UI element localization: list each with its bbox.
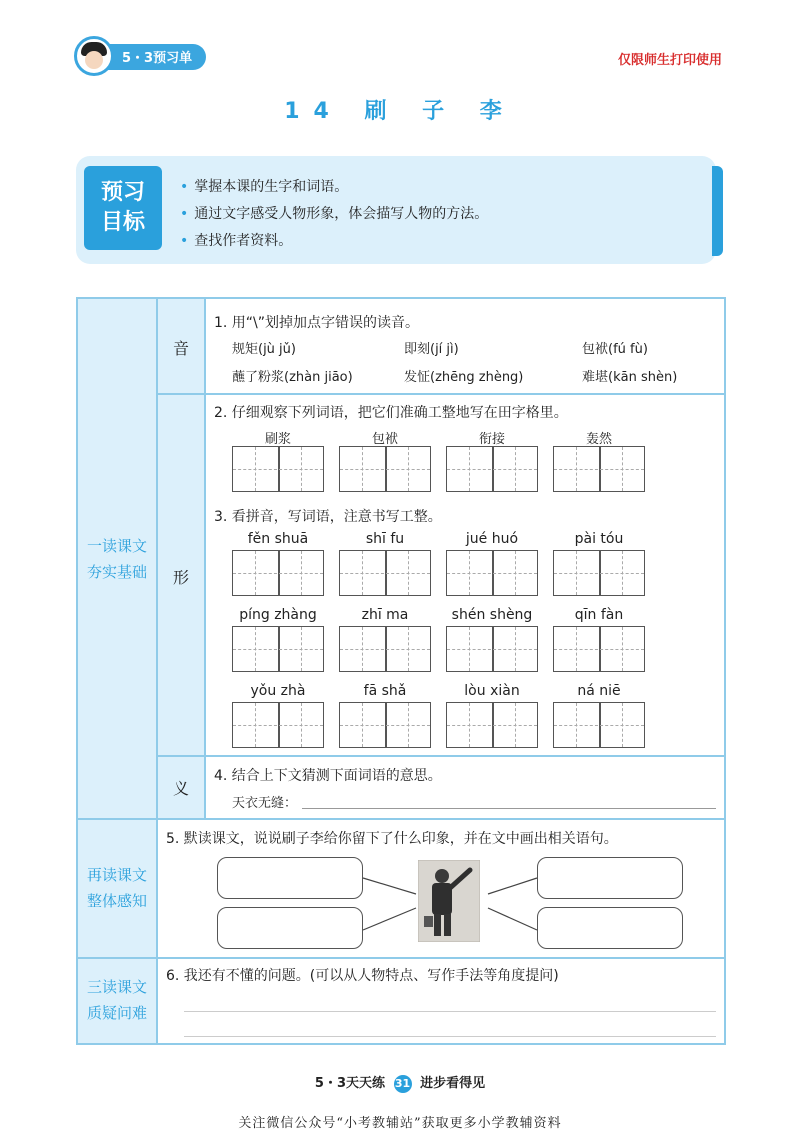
writing-grid[interactable] xyxy=(553,550,645,596)
pronunciation-item[interactable]: 即刻(jí jì) xyxy=(404,342,459,357)
pinyin-label: pài tóu xyxy=(574,531,624,547)
table-row-divider xyxy=(157,755,725,757)
writing-grid[interactable] xyxy=(446,550,538,596)
section-label-line: 三读课文 xyxy=(86,978,147,996)
section-label-line: 一读课文 xyxy=(86,537,147,555)
impression-box[interactable] xyxy=(537,857,683,899)
sub-label-yin: 音 xyxy=(172,339,189,358)
writing-grid[interactable] xyxy=(446,702,538,748)
question-3: 3. 看拼音，写词语，注意书写工整。 xyxy=(214,509,442,525)
table-border-top xyxy=(76,297,725,299)
writing-grid[interactable] xyxy=(232,626,324,672)
goals-tag-line2: 目标 xyxy=(100,210,145,235)
question-6: 6. 我还有不懂的问题。(可以从人物特点、写作手法等角度提问) xyxy=(166,968,559,984)
footer-left: 5・3天天练 xyxy=(314,1076,385,1091)
writing-grid[interactable] xyxy=(232,446,324,492)
writing-grid[interactable] xyxy=(339,626,431,672)
question-4: 4. 结合上下文猜测下面词语的意思。 xyxy=(214,768,442,784)
answer-line[interactable] xyxy=(184,1011,716,1012)
print-note: 仅限师生打印使用 xyxy=(617,53,722,68)
section-label-2 xyxy=(77,862,157,914)
writing-grid[interactable] xyxy=(232,702,324,748)
question-5: 5. 默读课文，说说刷子李给你留下了什么印象，并在文中画出相关语句。 xyxy=(166,831,618,847)
pinyin-label: qīn fàn xyxy=(574,607,624,623)
pinyin-label: shén shèng xyxy=(451,607,533,623)
pinyin-label: fěn shuā xyxy=(247,531,309,547)
goal-item: • 查找作者资料。 xyxy=(180,230,292,250)
pinyin-label: ná niē xyxy=(577,683,621,699)
section-label-line: 质疑问难 xyxy=(86,1004,147,1022)
writing-grid[interactable] xyxy=(339,550,431,596)
copy-word: 刷浆 xyxy=(264,432,291,447)
pinyin-label: yǒu zhà xyxy=(250,683,306,699)
lesson-title: 14 刷 子 李 xyxy=(284,99,516,124)
goals-tag-line1: 预习 xyxy=(100,180,145,205)
copy-word: 轰然 xyxy=(585,432,612,447)
pinyin-label: fā shǎ xyxy=(363,683,407,699)
page-footer xyxy=(0,1072,800,1093)
goal-item: • 掌握本课的生字和词语。 xyxy=(180,176,348,196)
header-badge-label: 5・3预习单 xyxy=(122,51,193,66)
writing-grid[interactable] xyxy=(339,446,431,492)
impression-box[interactable] xyxy=(217,857,363,899)
section-label-line: 夯实基础 xyxy=(86,563,147,581)
section-label-line: 再读课文 xyxy=(86,866,147,884)
table-row-divider xyxy=(76,818,725,820)
pinyin-label: shī fu xyxy=(365,531,405,547)
mascot-icon xyxy=(74,36,114,76)
pronunciation-item[interactable]: 包袱(fú fù) xyxy=(582,342,648,357)
section-label-3 xyxy=(77,974,157,1026)
pinyin-label: píng zhàng xyxy=(239,607,317,623)
goals-panel-edge xyxy=(712,166,723,256)
writing-grid[interactable] xyxy=(446,626,538,672)
term-label: 天衣无缝： xyxy=(232,796,298,811)
section-label-1 xyxy=(77,533,157,585)
section-label-line: 整体感知 xyxy=(86,892,147,910)
copy-word: 衔接 xyxy=(478,432,505,447)
copy-word: 包袱 xyxy=(371,432,398,447)
answer-line[interactable] xyxy=(302,808,716,809)
goal-item: • 通过文字感受人物形象，体会描写人物的方法。 xyxy=(180,203,488,223)
pronunciation-item[interactable]: 规矩(jù jǔ) xyxy=(232,342,296,357)
table-border-bottom xyxy=(76,1043,725,1045)
table-border-left xyxy=(76,297,78,1045)
pronunciation-item[interactable]: 难堪(kān shèn) xyxy=(582,370,678,385)
question-2: 2. 仔细观察下列词语，把它们准确工整地写在田字格里。 xyxy=(214,405,568,421)
writing-grid[interactable] xyxy=(232,550,324,596)
painter-figure-icon xyxy=(418,860,480,942)
pinyin-label: jué huó xyxy=(465,531,519,547)
table-border-right xyxy=(724,297,726,1045)
pronunciation-item[interactable]: 蘸了粉浆(zhàn jiāo) xyxy=(232,370,353,385)
pinyin-label: lòu xiàn xyxy=(464,683,520,699)
writing-grid[interactable] xyxy=(553,702,645,748)
sub-label-xing: 形 xyxy=(172,568,189,587)
answer-line[interactable] xyxy=(184,1036,716,1037)
sublabel-column-bg xyxy=(157,298,205,818)
impression-box[interactable] xyxy=(217,907,363,949)
sub-label-yi: 义 xyxy=(172,779,189,798)
table-row-divider xyxy=(76,957,725,959)
writing-grid[interactable] xyxy=(553,626,645,672)
pinyin-label: zhī ma xyxy=(361,607,409,623)
impression-box[interactable] xyxy=(537,907,683,949)
page-number: 31 xyxy=(394,1075,412,1093)
writing-grid[interactable] xyxy=(339,702,431,748)
goals-tag xyxy=(84,166,162,250)
section-column-bg xyxy=(77,298,157,1044)
writing-grid[interactable] xyxy=(446,446,538,492)
bottom-note: 关注微信公众号“小考教辅站”获取更多小学教辅资料 xyxy=(238,1116,562,1131)
writing-grid[interactable] xyxy=(553,446,645,492)
pronunciation-item[interactable]: 发怔(zhēng zhèng) xyxy=(404,370,524,385)
table-divider xyxy=(156,297,158,1045)
table-row-divider xyxy=(157,393,725,395)
footer-right: 进步看得见 xyxy=(420,1076,486,1091)
table-divider xyxy=(204,297,206,818)
question-1: 1. 用“\”划掉加点字错误的读音。 xyxy=(214,315,420,331)
